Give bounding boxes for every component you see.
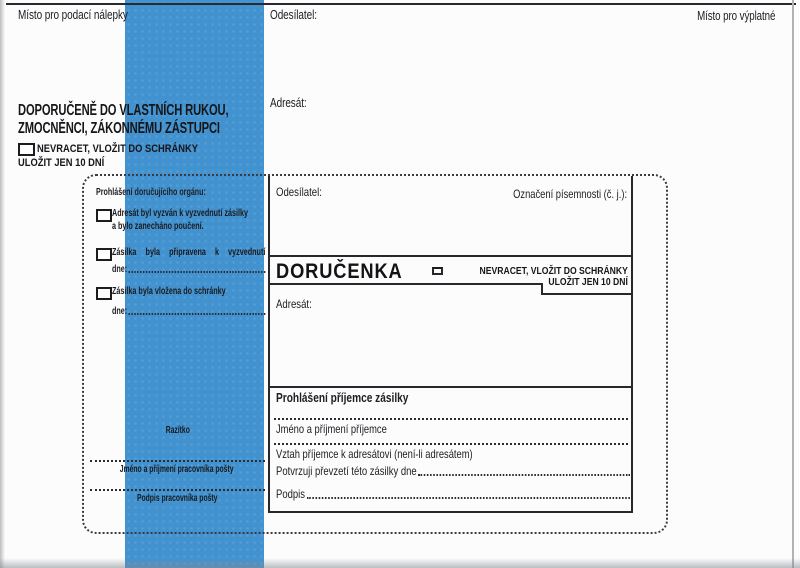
delivery-item1-checkbox[interactable] bbox=[96, 209, 112, 222]
delivery-item1-text: Adresát byl vyzván k vyzvednutí zásilky a bylo zanecháno poučení. bbox=[112, 208, 249, 232]
worker-signature-line bbox=[90, 489, 265, 491]
doručenka-card bbox=[268, 176, 633, 513]
sender-label-top: Odesílatel: bbox=[270, 8, 317, 22]
card-nevracet-block: NEVRACET, VLOŽIT DO SCHRÁNKY ULOŽIT JEN 10 DNÍ bbox=[432, 266, 628, 288]
card-divider-2 bbox=[270, 386, 631, 388]
delivery-item2-date-row: dne: bbox=[112, 264, 265, 275]
card-title: DORUČENKA bbox=[276, 260, 403, 283]
worker-name-signature-line bbox=[90, 460, 265, 462]
delivery-item3-text: Zásilka byla vložena do schránky bbox=[112, 286, 226, 297]
dotted-fill-line bbox=[418, 474, 630, 476]
worker-name-label: Jméno a příjmení pracovníka pošty bbox=[120, 464, 234, 475]
service-instruction-line1: DOPORUČENĚ DO VLASTNÍCH RUKOU, bbox=[18, 102, 229, 119]
relation-label: Vztah příjemce k adresátovi (není-li adresátem) bbox=[276, 447, 473, 461]
card-divider-1 bbox=[270, 255, 631, 257]
delivery-declaration-title: Prohlášení doručujícího orgánu: bbox=[96, 186, 206, 198]
signature-row: Podpis bbox=[276, 487, 630, 501]
nevracet-checkbox-top[interactable] bbox=[18, 143, 35, 156]
dotted-fill-line bbox=[129, 313, 266, 315]
worker-signature-label: Podpis pracovníka pošty bbox=[136, 493, 218, 504]
card-addressee-label: Adresát: bbox=[276, 297, 312, 311]
confirm-date-row: Potvrzuji převzetí této zásilky dne bbox=[276, 464, 630, 478]
delivery-item3-date-row: dne: bbox=[112, 306, 265, 317]
recipient-name-line bbox=[274, 418, 628, 420]
scan-left-edge bbox=[0, 0, 5, 568]
scan-bottom-edge bbox=[0, 558, 800, 568]
delivery-item2-text: Zásilka byla připravena k vyzvednutí bbox=[112, 247, 266, 258]
card-title-underline bbox=[270, 283, 541, 285]
scan-right-edge bbox=[792, 0, 794, 568]
filing-area-label: Místo pro podací nálepky bbox=[18, 8, 128, 22]
nevracet-label-top-line1: NEVRACET, VLOŽIT DO SCHRÁNKY bbox=[37, 143, 199, 155]
card-doc-ref-label: Označení písemnosti (č. j.): bbox=[513, 187, 627, 201]
top-border-rule bbox=[6, 3, 796, 5]
recipient-declaration-title: Prohlášení příjemce zásilky bbox=[276, 390, 409, 405]
card-nevracet-underline bbox=[543, 293, 631, 295]
stamp-label: Razítko bbox=[165, 425, 191, 436]
delivery-item3-checkbox[interactable] bbox=[96, 287, 112, 300]
dotted-fill-line bbox=[129, 271, 266, 273]
delivery-item2-checkbox[interactable] bbox=[96, 248, 112, 261]
recipient-name-label: Jméno a příjmení příjemce bbox=[276, 422, 387, 436]
card-nevracet-checkbox[interactable] bbox=[432, 267, 443, 275]
postage-area-label: Místo pro výplatné bbox=[696, 9, 775, 23]
card-sender-label: Odesílatel: bbox=[276, 185, 322, 199]
dotted-fill-line bbox=[307, 497, 630, 499]
addressee-label-top: Adresát: bbox=[270, 96, 307, 110]
service-instruction-line2: ZMOCNĚNCI, ZÁKONNÉMU ZÁSTUPCI bbox=[18, 120, 220, 137]
relation-line bbox=[274, 443, 628, 445]
nevracet-label-top-line2: ULOŽIT JEN 10 DNÍ bbox=[18, 157, 105, 169]
